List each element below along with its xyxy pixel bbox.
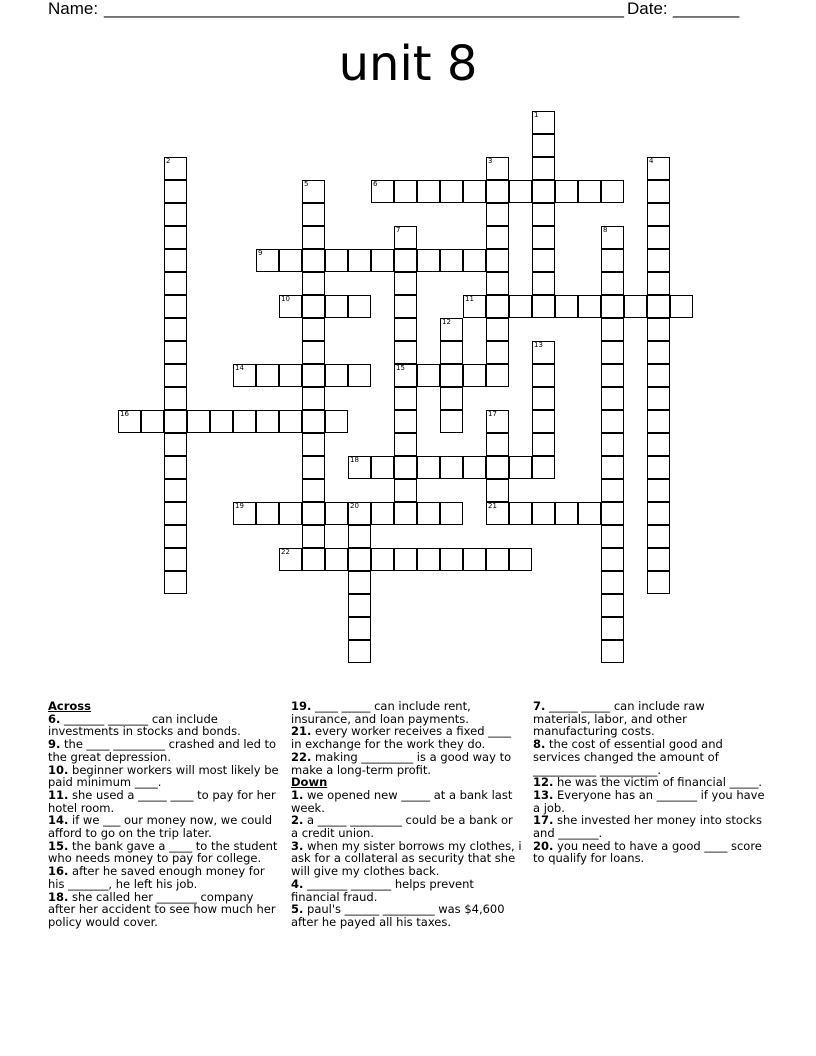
crossword-cell[interactable] [440, 180, 463, 203]
crossword-cell[interactable] [417, 502, 440, 525]
crossword-cell[interactable] [532, 111, 555, 134]
crossword-cell[interactable] [486, 295, 509, 318]
crossword-cell[interactable] [532, 433, 555, 456]
clue-text: after he saved enough money for his _______, he left his job. [48, 864, 265, 891]
crossword-cell[interactable] [601, 640, 624, 663]
clue-number-label: 15. [48, 838, 69, 853]
crossword-cell[interactable] [440, 456, 463, 479]
clue [48, 865, 280, 890]
crossword-cell[interactable] [486, 548, 509, 571]
clue-number-label: 19. [291, 699, 312, 713]
clue [291, 903, 523, 928]
clue [48, 814, 280, 839]
crossword-cell[interactable] [417, 180, 440, 203]
across-header: Across [48, 699, 91, 713]
crossword-cell[interactable] [302, 249, 325, 272]
crossword-cell[interactable] [486, 318, 509, 341]
crossword-cell[interactable] [164, 548, 187, 571]
crossword-cell[interactable] [532, 387, 555, 410]
date-label: Date: [627, 0, 668, 18]
crossword-cell[interactable] [348, 456, 371, 479]
clue [533, 814, 765, 839]
crossword-cell[interactable] [440, 364, 463, 387]
clue-text: every worker receives a fixed ____ in exchange for the work they do. [291, 724, 512, 752]
crossword-cell[interactable] [348, 249, 371, 272]
crossword-cell[interactable] [394, 364, 417, 387]
crossword-cell[interactable] [279, 249, 302, 272]
crossword-cell[interactable] [440, 548, 463, 571]
crossword-cell[interactable] [302, 295, 325, 318]
clue-number: 9 [258, 249, 263, 257]
crossword-cell[interactable] [532, 364, 555, 387]
crossword-cell[interactable] [601, 617, 624, 640]
crossword-cell[interactable] [532, 180, 555, 203]
crossword-cell[interactable] [164, 502, 187, 525]
crossword-cell[interactable] [486, 157, 509, 180]
crossword-cell[interactable] [164, 295, 187, 318]
clue-number-label: 18. [48, 889, 69, 904]
crossword-cell[interactable] [302, 525, 325, 548]
crossword-cell[interactable] [440, 410, 463, 433]
clue-number-label: 22. [291, 749, 312, 764]
crossword-cell[interactable] [164, 571, 187, 594]
crossword-cell[interactable] [348, 594, 371, 617]
crossword-cell[interactable] [601, 479, 624, 502]
crossword-cell[interactable] [532, 295, 555, 318]
crossword-cell[interactable] [164, 456, 187, 479]
crossword-cell[interactable] [394, 295, 417, 318]
crossword-cell[interactable] [164, 203, 187, 226]
crossword-cell[interactable] [394, 249, 417, 272]
clue-number: 15 [396, 364, 405, 372]
crossword-cell[interactable] [256, 249, 279, 272]
crossword-cell[interactable] [647, 479, 670, 502]
clue-text: _____ _____ can include raw materials, labor, and other manufacturing costs. [533, 699, 705, 739]
crossword-cell[interactable] [647, 548, 670, 571]
clue-text: making _________ is a good way to make a long-term profit. [291, 749, 512, 777]
crossword-cell[interactable] [394, 341, 417, 364]
crossword-cell[interactable] [647, 295, 670, 318]
crossword-cell[interactable] [647, 410, 670, 433]
crossword-cell[interactable] [348, 364, 371, 387]
clue [48, 789, 280, 814]
crossword-cell[interactable] [302, 180, 325, 203]
crossword-cell[interactable] [302, 456, 325, 479]
clue-text: if we ___ our money now, we could afford to go on the trip later. [48, 813, 273, 841]
clue [48, 764, 280, 789]
crossword-cell[interactable] [302, 364, 325, 387]
clue-number: 1 [534, 111, 539, 119]
crossword-cell[interactable] [302, 410, 325, 433]
crossword-cell[interactable] [601, 249, 624, 272]
page-title: unit 8 [338, 36, 478, 92]
crossword-cell[interactable] [164, 525, 187, 548]
clue-number-label: 8. [533, 737, 546, 752]
crossword-cell[interactable] [371, 249, 394, 272]
clue-text: she invested her money into stocks and _______. [533, 813, 762, 841]
crossword-cell[interactable] [647, 318, 670, 341]
clue-number-label: 16. [48, 864, 69, 879]
across-clue-list-continued [291, 700, 523, 776]
crossword-cell[interactable] [371, 456, 394, 479]
clue-number: 5 [304, 180, 309, 188]
crossword-cell[interactable] [256, 502, 279, 525]
clue-number: 19 [235, 502, 244, 510]
clue-number: 11 [465, 295, 474, 303]
crossword-cell[interactable] [302, 433, 325, 456]
crossword-cell[interactable] [601, 594, 624, 617]
crossword-cell[interactable] [555, 295, 578, 318]
crossword-cell[interactable] [486, 479, 509, 502]
crossword-cell[interactable] [394, 272, 417, 295]
crossword-cell[interactable] [440, 318, 463, 341]
crossword-cell[interactable] [509, 180, 532, 203]
crossword-cell[interactable] [164, 479, 187, 502]
crossword-cell[interactable] [394, 387, 417, 410]
clue [291, 789, 523, 814]
crossword-cell[interactable] [164, 364, 187, 387]
crossword-cell[interactable] [601, 364, 624, 387]
crossword-cell[interactable] [601, 502, 624, 525]
crossword-cell[interactable] [486, 226, 509, 249]
crossword-cell[interactable] [325, 364, 348, 387]
crossword-cell[interactable] [532, 226, 555, 249]
clue-number: 8 [603, 226, 608, 234]
crossword-cell[interactable] [601, 410, 624, 433]
crossword-cell[interactable] [302, 318, 325, 341]
clue-number: 4 [649, 157, 654, 165]
clue-number: 14 [235, 364, 244, 372]
crossword-cell[interactable] [647, 341, 670, 364]
clue-text: we opened new _____ at a bank last week. [291, 787, 513, 815]
crossword-cell[interactable] [164, 249, 187, 272]
clue-text: when my sister borrows my clothes, i ask for a collateral as security that she will give my clothes back. [291, 838, 522, 879]
crossword-cell[interactable] [532, 249, 555, 272]
crossword-cell[interactable] [647, 433, 670, 456]
crossword-cell[interactable] [394, 318, 417, 341]
clue-number: 2 [166, 157, 171, 165]
clue-number: 7 [396, 226, 401, 234]
crossword-cell[interactable] [279, 364, 302, 387]
crossword-cell[interactable] [348, 617, 371, 640]
clue-text: a _____ _________ could be a bank or a credit union. [291, 813, 513, 841]
clue-number-label: 14. [48, 813, 69, 828]
clue-text: ____ _____ can include rent, insurance, and loan payments. [291, 699, 471, 726]
crossword-cell[interactable] [486, 249, 509, 272]
crossword-cell[interactable] [509, 295, 532, 318]
crossword-cell[interactable] [601, 226, 624, 249]
clue-text: the bank gave a ____ to the student who needs money to pay for college. [48, 838, 278, 866]
crossword-cell[interactable] [647, 571, 670, 594]
crossword-cell[interactable] [394, 226, 417, 249]
crossword-cell[interactable] [532, 134, 555, 157]
crossword-cell[interactable] [486, 456, 509, 479]
clue [533, 840, 765, 865]
crossword-cell[interactable] [647, 387, 670, 410]
clue-number-label: 2. [291, 813, 304, 828]
crossword-cell[interactable] [440, 341, 463, 364]
clue-number: 12 [442, 318, 451, 326]
crossword-cell[interactable] [509, 502, 532, 525]
crossword-cell[interactable] [486, 364, 509, 387]
crossword-cell[interactable] [348, 295, 371, 318]
crossword-cell[interactable] [348, 571, 371, 594]
name-label: Name: [48, 0, 99, 18]
clue-number-label: 9. [48, 737, 61, 752]
crossword-cell[interactable] [394, 433, 417, 456]
crossword-cell[interactable] [279, 410, 302, 433]
crossword-cell[interactable] [348, 525, 371, 548]
crossword-cell[interactable] [647, 249, 670, 272]
crossword-cell[interactable] [164, 180, 187, 203]
crossword-cell[interactable] [256, 364, 279, 387]
crossword-cell[interactable] [371, 502, 394, 525]
crossword-cell[interactable] [555, 180, 578, 203]
crossword-cell[interactable] [302, 548, 325, 571]
crossword-cell[interactable] [187, 410, 210, 433]
crossword-cell[interactable] [555, 502, 578, 525]
crossword-cell[interactable] [164, 433, 187, 456]
crossword-cell[interactable] [624, 295, 647, 318]
down-clue-list [291, 789, 523, 929]
crossword-cell[interactable] [394, 410, 417, 433]
clue-text: _______ _______ can include investments in stocks and bonds. [48, 711, 241, 739]
crossword-cell[interactable] [279, 548, 302, 571]
clue [533, 700, 765, 738]
clue [291, 878, 523, 903]
crossword-cell[interactable] [647, 525, 670, 548]
down-header: Down [291, 775, 328, 790]
crossword-cell[interactable] [371, 180, 394, 203]
crossword-cell[interactable] [164, 341, 187, 364]
crossword-cell[interactable] [164, 318, 187, 341]
clue-number: 10 [281, 295, 290, 303]
clue-number: 3 [488, 157, 493, 165]
date-field[interactable]: _______ [673, 0, 740, 18]
crossword-cell[interactable] [532, 203, 555, 226]
crossword-cell[interactable] [279, 295, 302, 318]
crossword-cell[interactable] [440, 387, 463, 410]
clue-text: beginner workers will most likely be paid minimum ____. [48, 762, 279, 790]
clue-number: 22 [281, 548, 290, 556]
crossword-cell[interactable] [394, 180, 417, 203]
crossword-cell[interactable] [302, 341, 325, 364]
crossword-cell[interactable] [302, 387, 325, 410]
crossword-cell[interactable] [348, 640, 371, 663]
crossword-cell[interactable] [394, 456, 417, 479]
crossword-cell[interactable] [601, 456, 624, 479]
clue [291, 700, 523, 725]
crossword-cell[interactable] [532, 272, 555, 295]
crossword-cell[interactable] [463, 456, 486, 479]
clues-column-1 [48, 700, 280, 929]
clue-number: 16 [120, 410, 129, 418]
crossword-cell[interactable] [164, 272, 187, 295]
crossword-cell[interactable] [509, 456, 532, 479]
crossword-cell[interactable] [118, 410, 141, 433]
clue-text: the cost of essential good and services changed the amount of ___________ __________. [533, 737, 723, 777]
clue-number-label: 21. [291, 724, 312, 739]
crossword-cell[interactable] [302, 226, 325, 249]
crossword-cell[interactable] [486, 341, 509, 364]
crossword-cell[interactable] [647, 226, 670, 249]
clue-number-label: 11. [48, 787, 69, 802]
clue-number: 18 [350, 456, 359, 464]
crossword-cell[interactable] [670, 295, 693, 318]
crossword-cell[interactable] [578, 180, 601, 203]
across-clue-list [48, 713, 280, 929]
clue-text: he was the victim of financial _____. [553, 775, 762, 790]
crossword-cell[interactable] [417, 456, 440, 479]
crossword-cell[interactable] [532, 341, 555, 364]
clue-number-label: 12. [533, 775, 554, 790]
crossword-cell[interactable] [417, 364, 440, 387]
clue-number: 17 [488, 410, 497, 418]
crossword-cell[interactable] [440, 502, 463, 525]
crossword-cell[interactable] [302, 479, 325, 502]
clue-number-label: 1. [291, 787, 304, 802]
crossword-cell[interactable] [532, 157, 555, 180]
crossword-cell[interactable] [532, 502, 555, 525]
crossword-cell[interactable] [463, 364, 486, 387]
clue [48, 891, 280, 929]
crossword-cell[interactable] [532, 456, 555, 479]
crossword-cell[interactable] [302, 203, 325, 226]
crossword-cell[interactable] [302, 502, 325, 525]
clue [291, 751, 523, 776]
clue-text: Everyone has an _______ if you have a job. [533, 787, 765, 815]
clue-text: the ____ _________ crashed and led to the great depression. [48, 737, 277, 764]
clue-text: you need to have a good ____ score to qualify for loans. [533, 838, 762, 866]
crossword-cell[interactable] [601, 272, 624, 295]
crossword-cell[interactable] [463, 180, 486, 203]
crossword-cell[interactable] [647, 203, 670, 226]
crossword-cell[interactable] [417, 548, 440, 571]
crossword-cell[interactable] [601, 571, 624, 594]
clue [48, 840, 280, 865]
crossword-cell[interactable] [486, 272, 509, 295]
crossword-cell[interactable] [486, 203, 509, 226]
clue [291, 840, 523, 878]
clues-column-2 [291, 700, 523, 929]
crossword-cell[interactable] [210, 410, 233, 433]
crossword-cell[interactable] [578, 295, 601, 318]
crossword-cell[interactable] [647, 180, 670, 203]
clue-number-label: 13. [533, 787, 554, 802]
down-clue-list-continued [533, 700, 765, 865]
crossword-cell[interactable] [302, 272, 325, 295]
crossword-cell[interactable] [233, 364, 256, 387]
crossword-cell[interactable] [325, 502, 348, 525]
crossword-cell[interactable] [647, 272, 670, 295]
clue-number-label: 17. [533, 813, 554, 828]
crossword-cell[interactable] [532, 410, 555, 433]
crossword-cell[interactable] [325, 295, 348, 318]
crossword-cell[interactable] [509, 548, 532, 571]
crossword-cell[interactable] [325, 249, 348, 272]
clue [291, 814, 523, 839]
crossword-cell[interactable] [601, 525, 624, 548]
crossword-cell[interactable] [486, 502, 509, 525]
clue-number: 6 [373, 180, 378, 188]
crossword-cell[interactable] [233, 502, 256, 525]
crossword-cell[interactable] [256, 410, 279, 433]
clue-number-label: 5. [291, 902, 304, 917]
crossword-cell[interactable] [440, 249, 463, 272]
clue-number: 21 [488, 502, 497, 510]
crossword-cell[interactable] [601, 548, 624, 571]
clue-text: she called her _______ company after her accident to see how much her policy would cover. [48, 889, 276, 929]
crossword-cell[interactable] [601, 341, 624, 364]
clue [533, 789, 765, 814]
crossword-cell[interactable] [601, 295, 624, 318]
name-field[interactable]: _______________________________________________________ [104, 0, 625, 18]
crossword-cell[interactable] [233, 410, 256, 433]
crossword-cell[interactable] [647, 364, 670, 387]
crossword-cell[interactable] [348, 502, 371, 525]
crossword-cell[interactable] [601, 180, 624, 203]
clue [48, 713, 280, 738]
crossword-cell[interactable] [394, 502, 417, 525]
crossword-cell[interactable] [325, 548, 348, 571]
crossword-cell[interactable] [463, 295, 486, 318]
crossword-cell[interactable] [164, 387, 187, 410]
crossword-cell[interactable] [348, 548, 371, 571]
clue-number-label: 20. [533, 838, 554, 853]
crossword-cell[interactable] [394, 548, 417, 571]
clue-text: paul's ______ _________ was $4,600 after he payed all his taxes. [291, 902, 505, 929]
crossword-cell[interactable] [141, 410, 164, 433]
crossword-cell[interactable] [601, 433, 624, 456]
clue-text: _______ _______ helps prevent financial fraud. [291, 876, 474, 904]
crossword-cell[interactable] [578, 502, 601, 525]
crossword-cell[interactable] [647, 157, 670, 180]
clue [533, 738, 765, 776]
crossword-cell[interactable] [486, 180, 509, 203]
clue-number-label: 4. [291, 876, 304, 891]
crossword-cell[interactable] [417, 249, 440, 272]
crossword-cell[interactable] [371, 548, 394, 571]
clue-number: 13 [534, 341, 543, 349]
crossword-cell[interactable] [601, 387, 624, 410]
crossword-cell[interactable] [647, 502, 670, 525]
clue [48, 738, 280, 763]
crossword-cell[interactable] [164, 410, 187, 433]
crossword-cell[interactable] [164, 226, 187, 249]
clues-column-3 [533, 700, 765, 865]
crossword-cell[interactable] [325, 410, 348, 433]
crossword-cell[interactable] [463, 249, 486, 272]
crossword-cell[interactable] [394, 479, 417, 502]
clue-number-label: 10. [48, 762, 69, 777]
crossword-cell[interactable] [463, 548, 486, 571]
crossword-cell[interactable] [164, 157, 187, 180]
crossword-cell[interactable] [486, 433, 509, 456]
clue-number-label: 3. [291, 838, 304, 853]
clue-text: she used a _____ ____ to pay for her hotel room. [48, 787, 276, 815]
crossword-cell[interactable] [279, 502, 302, 525]
crossword-cell[interactable] [601, 318, 624, 341]
clue-number-label: 7. [533, 699, 546, 713]
crossword-cell[interactable] [486, 410, 509, 433]
clue-number-label: 6. [48, 711, 61, 726]
crossword-cell[interactable] [647, 456, 670, 479]
clue-number: 20 [350, 502, 359, 510]
clue [291, 725, 523, 750]
